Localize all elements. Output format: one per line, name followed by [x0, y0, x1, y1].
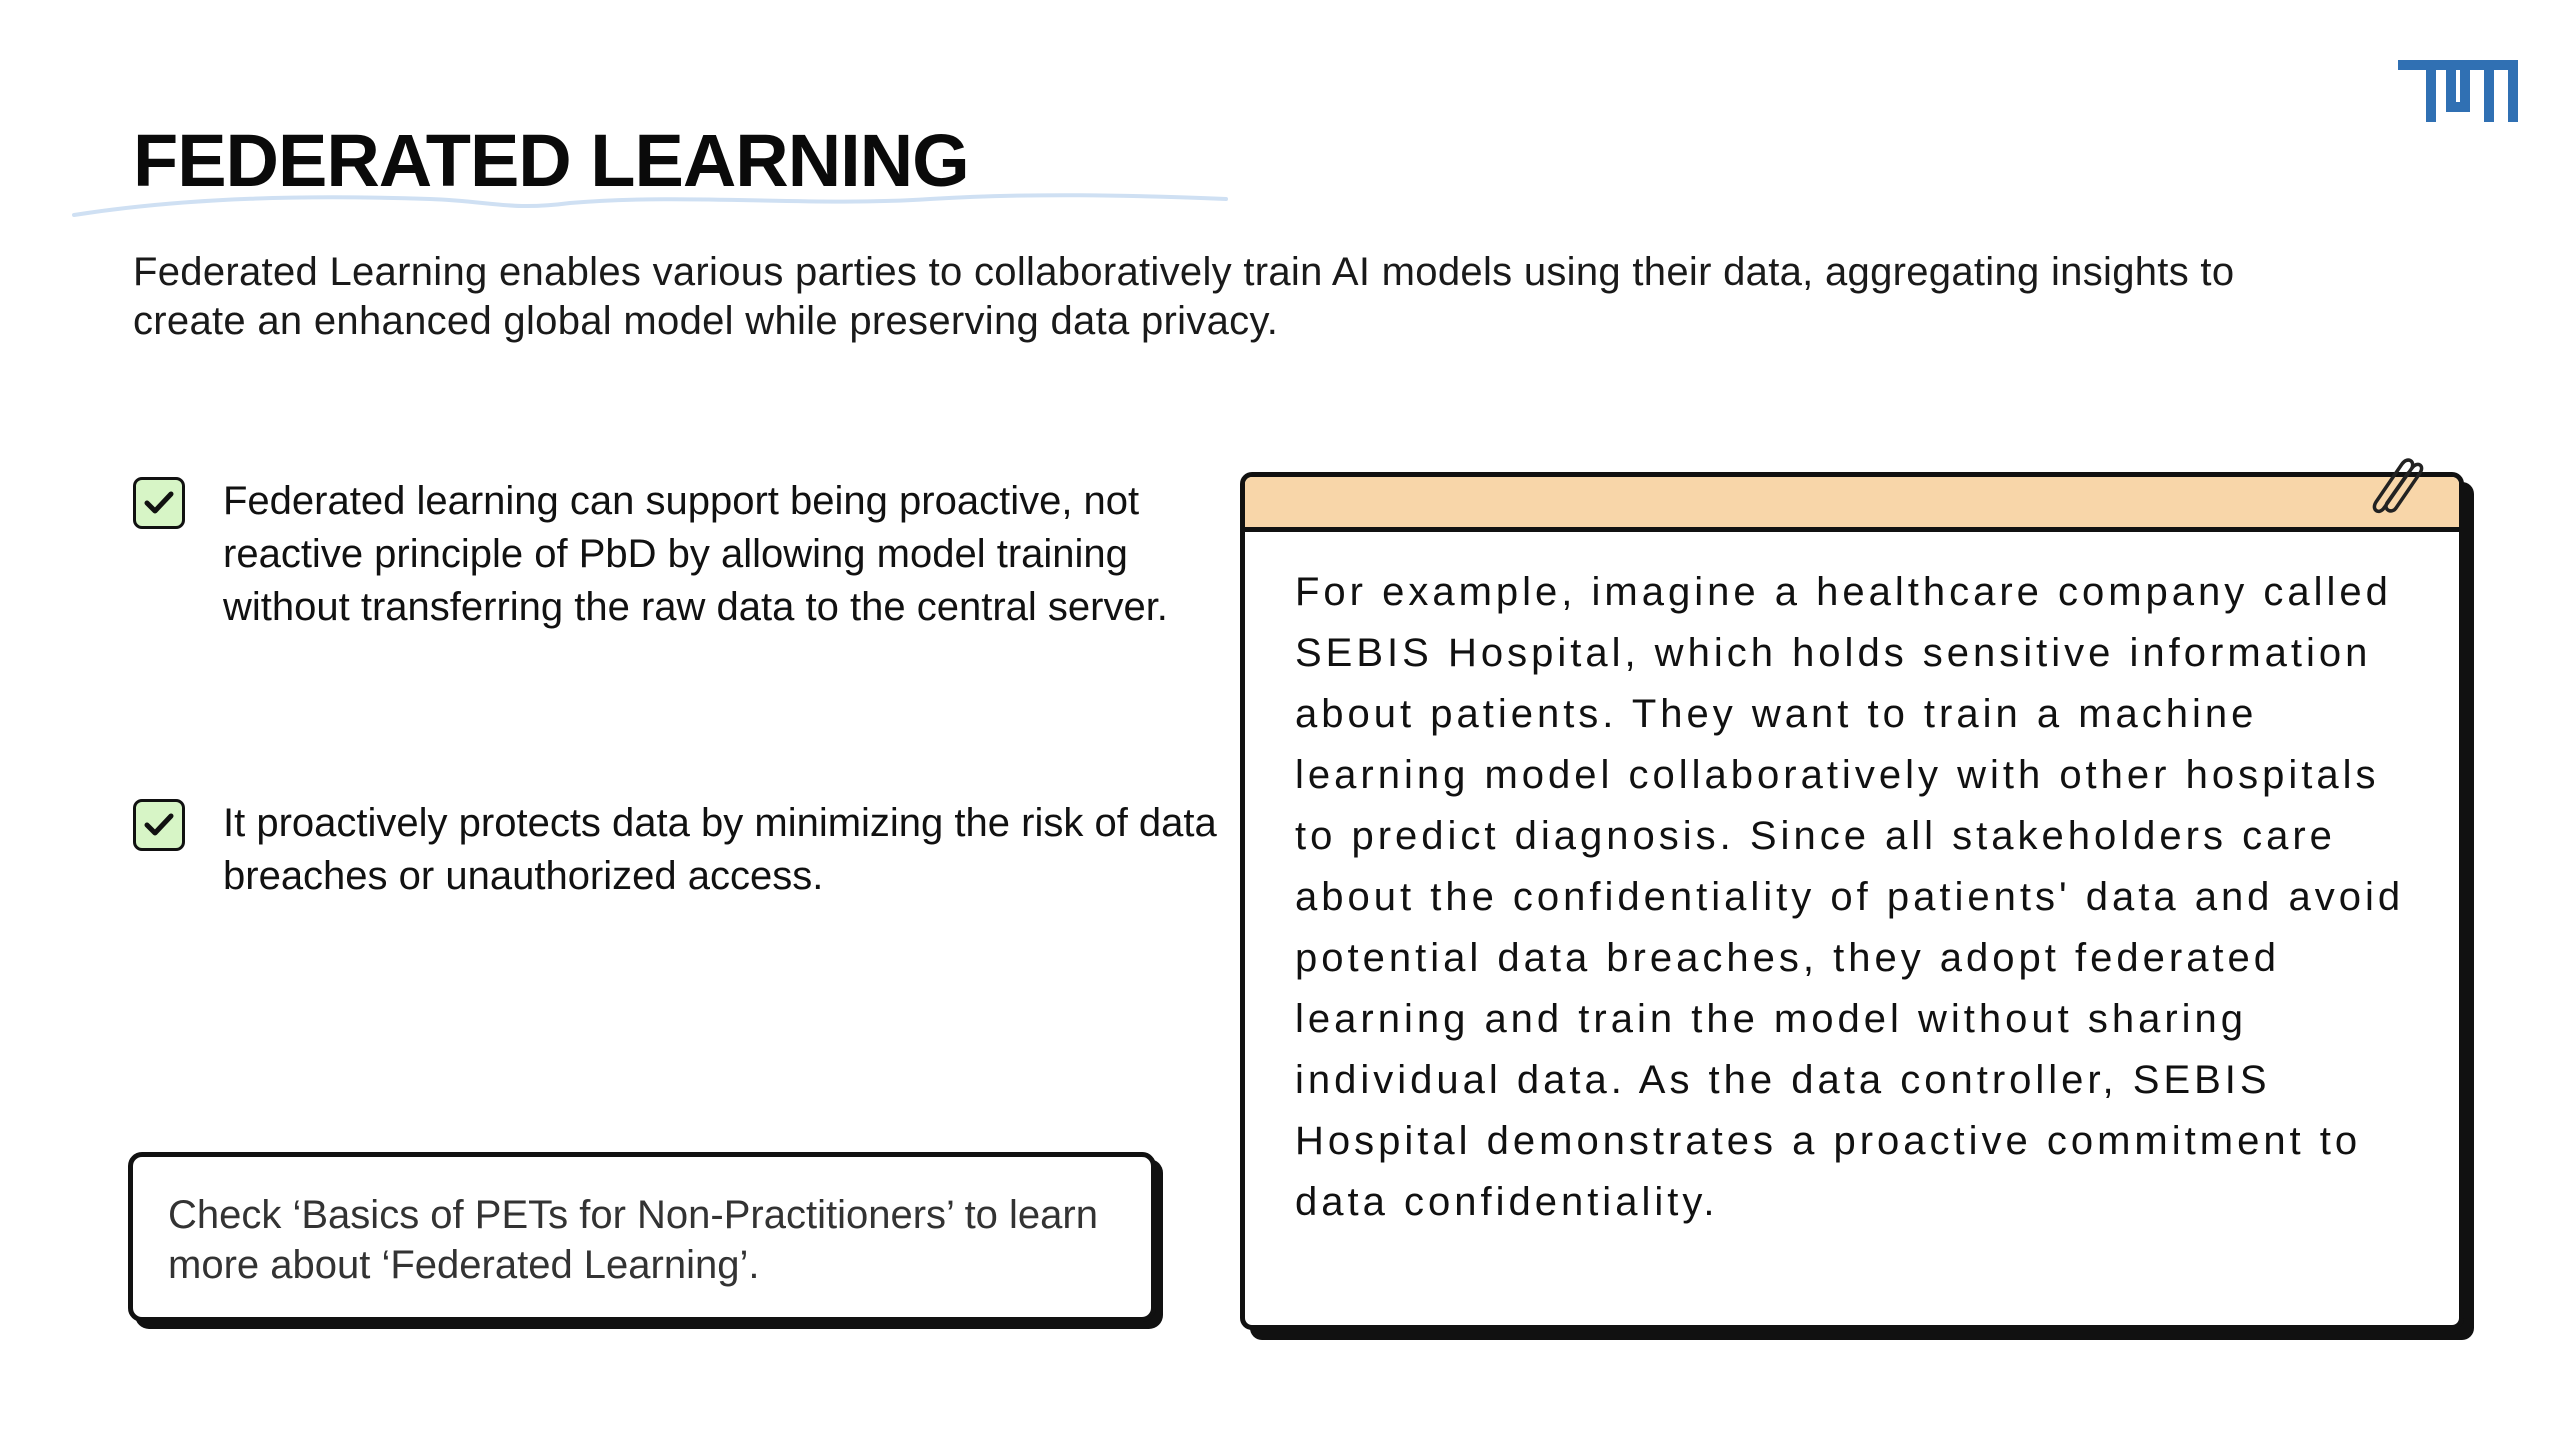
example-card-text: For example, imagine a healthcare company called SEBIS Hospital, which holds sensitive information about patients. They want to train a machine learning model collaboratively with other hospitals to predict diagnosis. Since all stakeholders care about the confidentiality of patients' data and avoid potential data breaches, they adopt federated learning and train the model without sharing individual data. As the data controller, SEBIS Hospital demonstrates a proactive commitment to data confidentiality.: [1295, 570, 2405, 1224]
reference-note-box: [128, 1152, 1156, 1322]
checkbox: [133, 477, 185, 529]
reference-note-text: Check ‘Basics of PETs for Non-Practitioners’ to learn more about ‘Federated Learning’.: [168, 1193, 1098, 1287]
bullet-text: It proactively protects data by minimizing the risk of data breaches or unauthorized access.: [223, 801, 1217, 898]
intro-text: Federated Learning enables various parties to collaboratively train AI models using their data, aggregating insights to create an enhanced global model while preserving data privacy.: [133, 250, 2235, 343]
paperclip-icon: [2370, 452, 2428, 518]
tum-logo-icon: [2398, 60, 2518, 122]
checkmark-icon: [144, 812, 174, 838]
bullet-text: Federated learning can support being proactive, not reactive principle of PbD by allowing model training without transferring the raw data to the central server.: [223, 479, 1168, 629]
example-card-header: [1245, 477, 2459, 532]
page-title: FEDERATED LEARNING: [133, 119, 969, 202]
example-card: [1240, 472, 2464, 1330]
checkbox: [133, 799, 185, 851]
checkmark-icon: [144, 490, 174, 516]
